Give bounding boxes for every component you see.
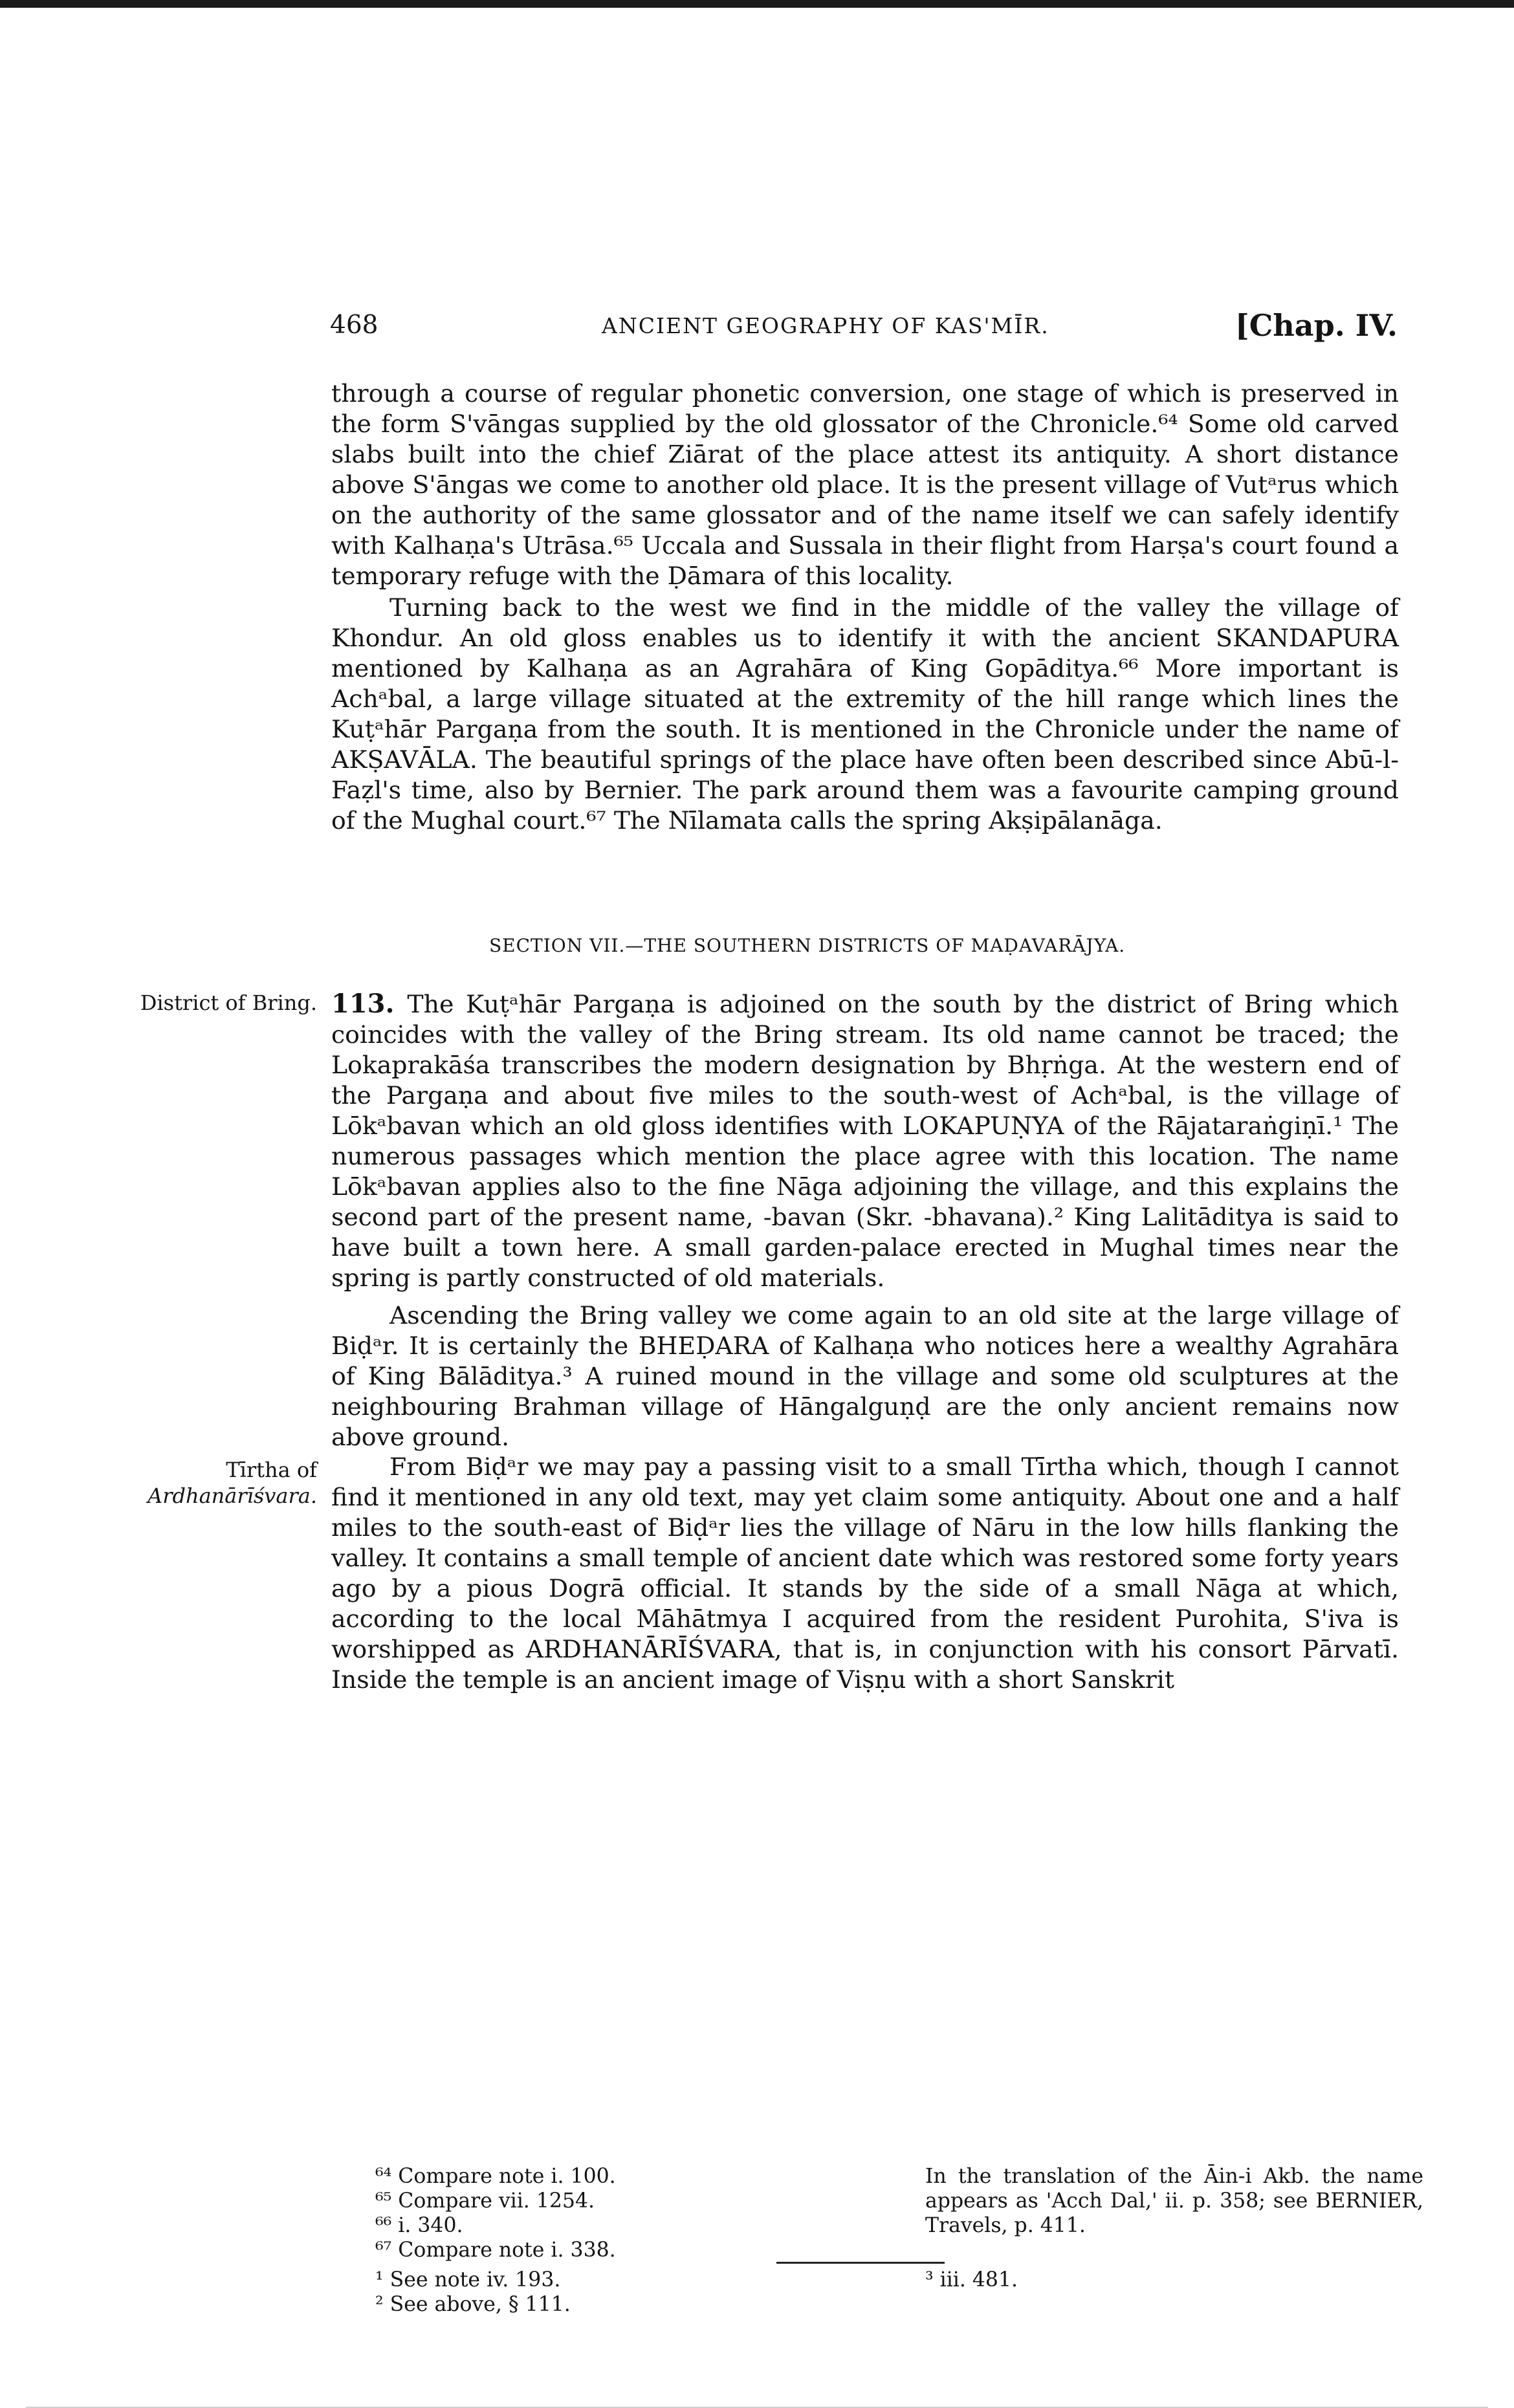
footnote-66: ⁶⁶ i. 340. [375,2214,463,2237]
footnote-rule [776,2262,945,2264]
footnote-1: ¹ See note iv. 193. [375,2268,561,2292]
section-number: 113. [331,989,395,1019]
sidenote-district-of-bring: District of Bring. [140,991,317,1015]
paragraph-1: through a course of regular phonetic conversion, one stage of which is preserved in the form S'vāngas supplied by the old glossator of the Chronicle.⁶⁴ Some old carved slabs built into the chief Ziārat of the place attest its antiquity. A short distance above S'āngas we come to another old place. It is the present village of Vutᵃrus which on the authority of the same glossator and of the name itself we can safely identify with Kalhaṇa's Utrāsa.⁶⁵ Uccala and Sussala in their flight from Harṣa's court found a temporary refuge with the Ḍāmara of this locality. [331,379,1399,590]
paragraph-3: The Kuṭᵃhār Pargaṇa is adjoined on the south by the district of Bring which coincides with the valley of the Bring stream. Its old name cannot be traced; the Lokaprakāśa transcribes the modern designation by Bhṛṅga. At the western end of the Pargaṇa and about five miles to the south-west of Achᵃbal, is the village of Lōkᵃbavan which an old gloss identifies with LOKAPUṆYA of the Rājataraṅgiṇī.¹ The numerous passages which mention the place agree with this location. The name Lōkᵃbavan applies also to the fine Nāga adjoining the village, and this explains the second part of the present name, -bavan (Skr. -bhavana).² King Lalitāditya is said to have built a town here. A small garden-palace erected in Mughal times near the spring is partly constructed of old materials. [331,990,1399,1292]
running-title: ANCIENT GEOGRAPHY OF KAS'MĪR. [602,313,1049,338]
section-heading: SECTION VII.—THE SOUTHERN DISTRICTS OF MAḌAVARĀJYA. [489,935,1126,956]
footnotes-bottom-left [375,2268,738,2317]
running-header [330,308,1398,347]
chapter-label: [Chap. IV. [1234,308,1398,343]
footnotes-left [375,2164,738,2262]
sidenote-tirtha [97,1457,317,1509]
footnote-67: ⁶⁷ Compare note i. 338. [375,2238,616,2262]
section-113-first-paragraph [331,989,1399,1293]
footnote-65: ⁶⁵ Compare vii. 1254. [375,2189,595,2213]
paragraph-5: From Biḍᵃr we may pay a passing visit to a small Tīrtha which, though I cannot find it mentioned in any old text, may yet claim some antiquity. About one and a half miles to the south-east of Biḍᵃr lies the village of Nāru in the low hills flanking the valley. It contains a small temple of ancient date which was restored some forty years ago by a pious Dogrā official. It stands by the side of a small Nāga at which, according to the local Māhātmya I acquired from the resident Purohita, S'iva is worshipped as ARDHANĀRĪŚVARA, that is, in conjunction with his consort Pārvatī. Inside the temple is an ancient image of Viṣṇu with a short Sanskrit [331,1452,1399,1694]
page-number: 468 [330,311,378,340]
page-top-border [0,0,1514,8]
footnote-64: ⁶⁴ Compare note i. 100. [375,2165,616,2188]
footnote-67-continuation: In the translation of the Āin-i Akb. the name appears as 'Acch Dal,' ii. p. 358; see BERNIER, Travels, p. 411. [925,2165,1423,2237]
paragraph-4: Ascending the Bring valley we come again to an old site at the large village of Biḍᵃr. It is certainly the BHEḌARA of Kalhaṇa who notices here a wealthy Agrahāra of King Bālāditya.³ A ruined mound in the village and some old sculptures at the neighbouring Brahman village of Hāngalguṇḍ are the only ancient remains now above ground. [331,1301,1399,1451]
sidenote-tirtha-line1: Tīrtha of [226,1458,317,1482]
sidenote-tirtha-line2: Ardhanārīśvara. [148,1483,317,1508]
footnote-2: ² See above, § 111. [375,2293,571,2316]
footnote-3: ³ iii. 481. [925,2268,1018,2292]
paragraph-2: Turning back to the west we find in the middle of the valley the village of Khondur. An old gloss enables us to identify it with the ancient SKANDAPURA mentioned by Kalhaṇa as an Agrahāra of King Gopāditya.⁶⁶ More important is Achᵃbal, a large village situated at the extremity of the hill range which lines the Kuṭᵃhār Pargaṇa from the south. It is mentioned in the Chronicle under the name of AKṢAVĀLA. The beautiful springs of the place have often been described since Abū-l-Faẓl's time, also by Bernier. The park around them was a favourite camping ground of the Mughal court.⁶⁷ The Nīlamata calls the spring Akṣipālanāga. [331,593,1399,835]
